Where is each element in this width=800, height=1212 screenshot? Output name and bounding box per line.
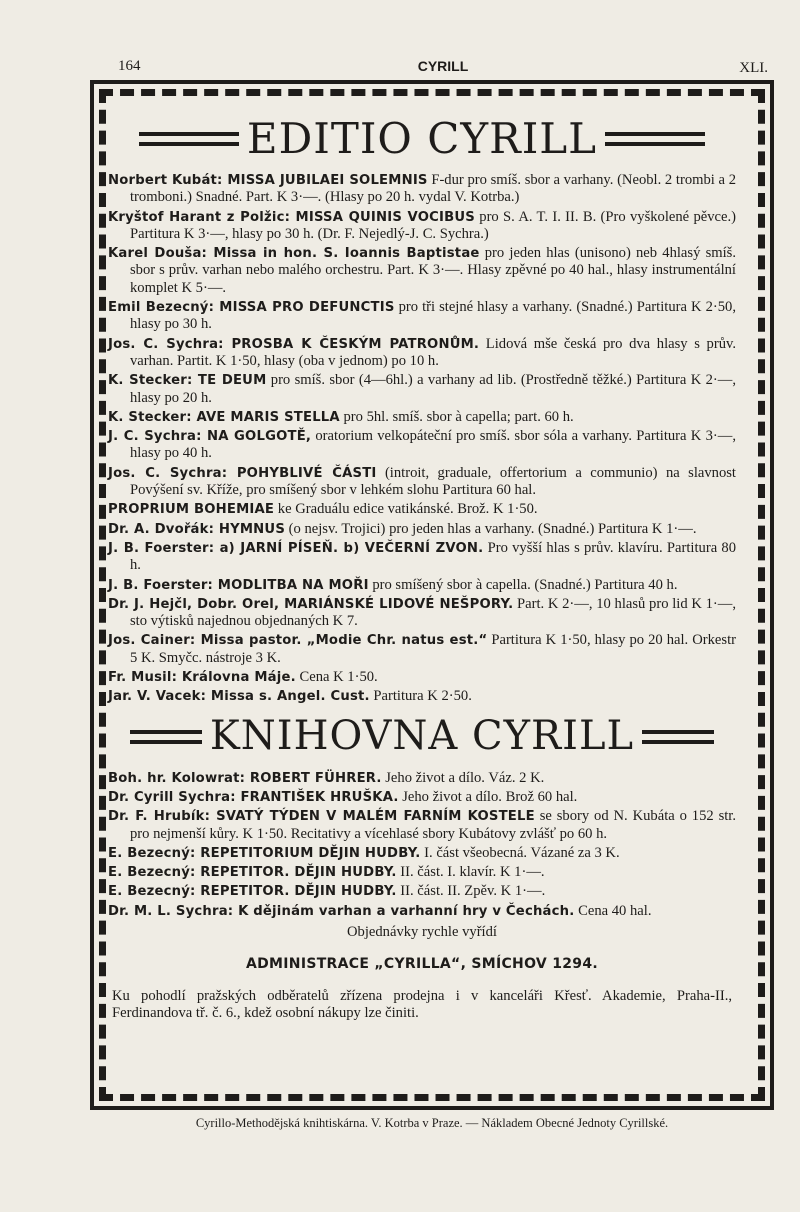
heading-rule-right — [642, 730, 714, 744]
advert-content — [108, 108, 736, 1037]
list-item: Dr. M. L. Sychra: K dějinám varhan a varhanní hry v Čechách. Cena 40 hal. — [108, 902, 652, 919]
list-item: J. C. Sychra: NA GOLGOTĚ, oratorium velkopáteční pro smíš. sbor sóla a varhany. Partitura K 3·—, hlasy po 40 h. — [108, 428, 736, 462]
list-item: Jos. C. Sychra: POHYBLIVÉ ČÁSTI (introit, graduale, offertorium a communio) na slavnost Povýšení sv. Kříže, pro smíšený sbor v lehkém slohu Partitura 60 hal. — [108, 464, 736, 499]
list-item: Dr. J. Hejčl, Dobr. Orel, MARIÁNSKÉ LIDOVÉ NEŠPORY. Part. K 2·—, 10 hlasů pro lid K 1·—, sto výtisků najednou objednaných K 7. — [108, 595, 736, 630]
list-item: Kryštof Harant z Polžic: MISSA QUINIS VOCIBUS pro S. A. T. I. II. B. (Pro vyškolené pěvce.) Partitura K 3·—, hlasy po 30 h. (Dr. F. Nejedlý-J. C. Sychra.) — [108, 208, 736, 242]
list-item: E. Bezecný: REPETITORIUM DĚJIN HUDBY. I. část všeobecná. Vázané za 3 K. — [108, 844, 620, 861]
knihovna-list — [108, 770, 736, 920]
list-item: E. Bezecný: REPETITOR. DĚJIN HUDBY. II. část. I. klavír. K 1·—. — [108, 864, 545, 881]
administration-address: ADMINISTRACE „CYRILLA“, SMÍCHOV 1294. — [246, 955, 598, 972]
list-item: Dr. A. Dvořák: HYMNUS (o nejsv. Trojici) pro jeden hlas a varhany. (Snadné.) Partitura K 1·—. — [108, 520, 697, 537]
printer-imprint: Cyrillo-Methodějská knihtiskárna. V. Kotrba v Praze. — Nákladem Obecné Jednoty Cyrillské. — [195, 1116, 669, 1130]
volume-number: XLI. — [739, 60, 768, 76]
list-item: Jar. V. Vacek: Missa s. Angel. Cust. Partitura K 2·50. — [108, 688, 472, 705]
list-item: Dr. F. Hrubík: SVATÝ TÝDEN V MALÉM FARNÍM KOSTELE se sbory od N. Kubáta o 152 str. pro nejmenší kůry. K 1·50. Recitativy a vícehlasé sbory Kubátovy zvlášť po 60 h. — [108, 808, 737, 842]
list-item: Karel Douša: Missa in hon. S. Ioannis Baptistae pro jeden hlas (unisono) neb 4hlasý smíš. sbor s prův. varhan nebo malého orchestru. Part. K 3·—. Hlasy zpěvné po 40 hal., hlasy instrumentální komplet K 5·—. — [108, 245, 736, 296]
heading-rule-left — [139, 132, 239, 146]
editio-list — [108, 172, 736, 706]
editio-heading-text: EDITIO CYRILL — [246, 114, 598, 164]
running-head — [118, 58, 768, 80]
closing-note: Ku pohodlí pražských odběratelů zřízena prodejna i v kanceláři Křesť. Akademie, Praha-II., Ferdinandova tř. č. 6., kdež osobní nákupy lze činiti. — [112, 987, 732, 1022]
list-item: K. Stecker: TE DEUM pro smíš. sbor (4—6hl.) a varhany ad lib. (Prostředně těžké.) Partitura K 2·—, hlasy po 20 h. — [108, 372, 737, 406]
list-item: E. Bezecný: REPETITOR. DĚJIN HUDBY. II. část. II. Zpěv. K 1·—. — [108, 883, 546, 900]
editio-heading — [108, 110, 736, 168]
list-item: Jos. Cainer: Missa pastor. „Modie Chr. natus est.“ Partitura K 1·50, hlasy po 20 hal. Orkestr 5 K. Smyčc. nástroje 3 K. — [108, 632, 736, 666]
list-item: Dr. Cyrill Sychra: FRANTIŠEK HRUŠKA. Jeho život a dílo. Brož 60 hal. — [108, 788, 578, 805]
list-item: Fr. Musil: Královna Máje. Cena K 1·50. — [108, 669, 378, 686]
list-item: Emil Bezecný: MISSA PRO DEFUNCTIS pro tři stejné hlasy a varhany. (Snadné.) Partitura K 2·50, hlasy po 30 h. — [108, 299, 736, 333]
list-item: Norbert Kubát: MISSA JUBILAEI SOLEMNIS F-dur pro smíš. sbor a varhany. (Neobl. 2 trombi a 2 tromboni.) Snadné. Part. K 3·—. (Hlasy po 20 h. vydal V. Kotrba.) — [108, 172, 736, 206]
list-item: Boh. hr. Kolowrat: ROBERT FÜHRER. Jeho život a dílo. Váz. 2 K. — [108, 769, 545, 786]
page-number: 164 — [118, 58, 141, 74]
order-line: Objednávky rychle vyřídí — [347, 923, 497, 940]
list-item: Jos. C. Sychra: PROSBA K ČESKÝM PATRONŮM. Lidová mše česká pro dva hlasy s prův. varhan. Partit. K 1·50, hlasy (oba v jednom) po 10 h. — [108, 335, 736, 369]
list-item: PROPRIUM BOHEMIAE ke Graduálu edice vatikánské. Brož. K 1·50. — [108, 501, 538, 518]
journal-title: CYRILL — [417, 58, 469, 74]
heading-rule-left — [130, 730, 202, 744]
heading-rule-right — [605, 132, 705, 146]
list-item: J. B. Foerster: MODLITBA NA MOŘI pro smíšený sbor à capella. (Snadné.) Partitura 40 h. — [108, 576, 678, 593]
list-item: K. Stecker: AVE MARIS STELLA pro 5hl. smíš. sbor à capella; part. 60 h. — [108, 408, 574, 425]
knihovna-heading — [108, 708, 736, 766]
list-item: J. B. Foerster: a) JARNÍ PÍSEŇ. b) VEČERNÍ ZVON. Pro vyšší hlas s prův. klavíru. Partitura 80 h. — [108, 539, 736, 574]
knihovna-heading-text: KNIHOVNA CYRILL — [209, 712, 635, 759]
